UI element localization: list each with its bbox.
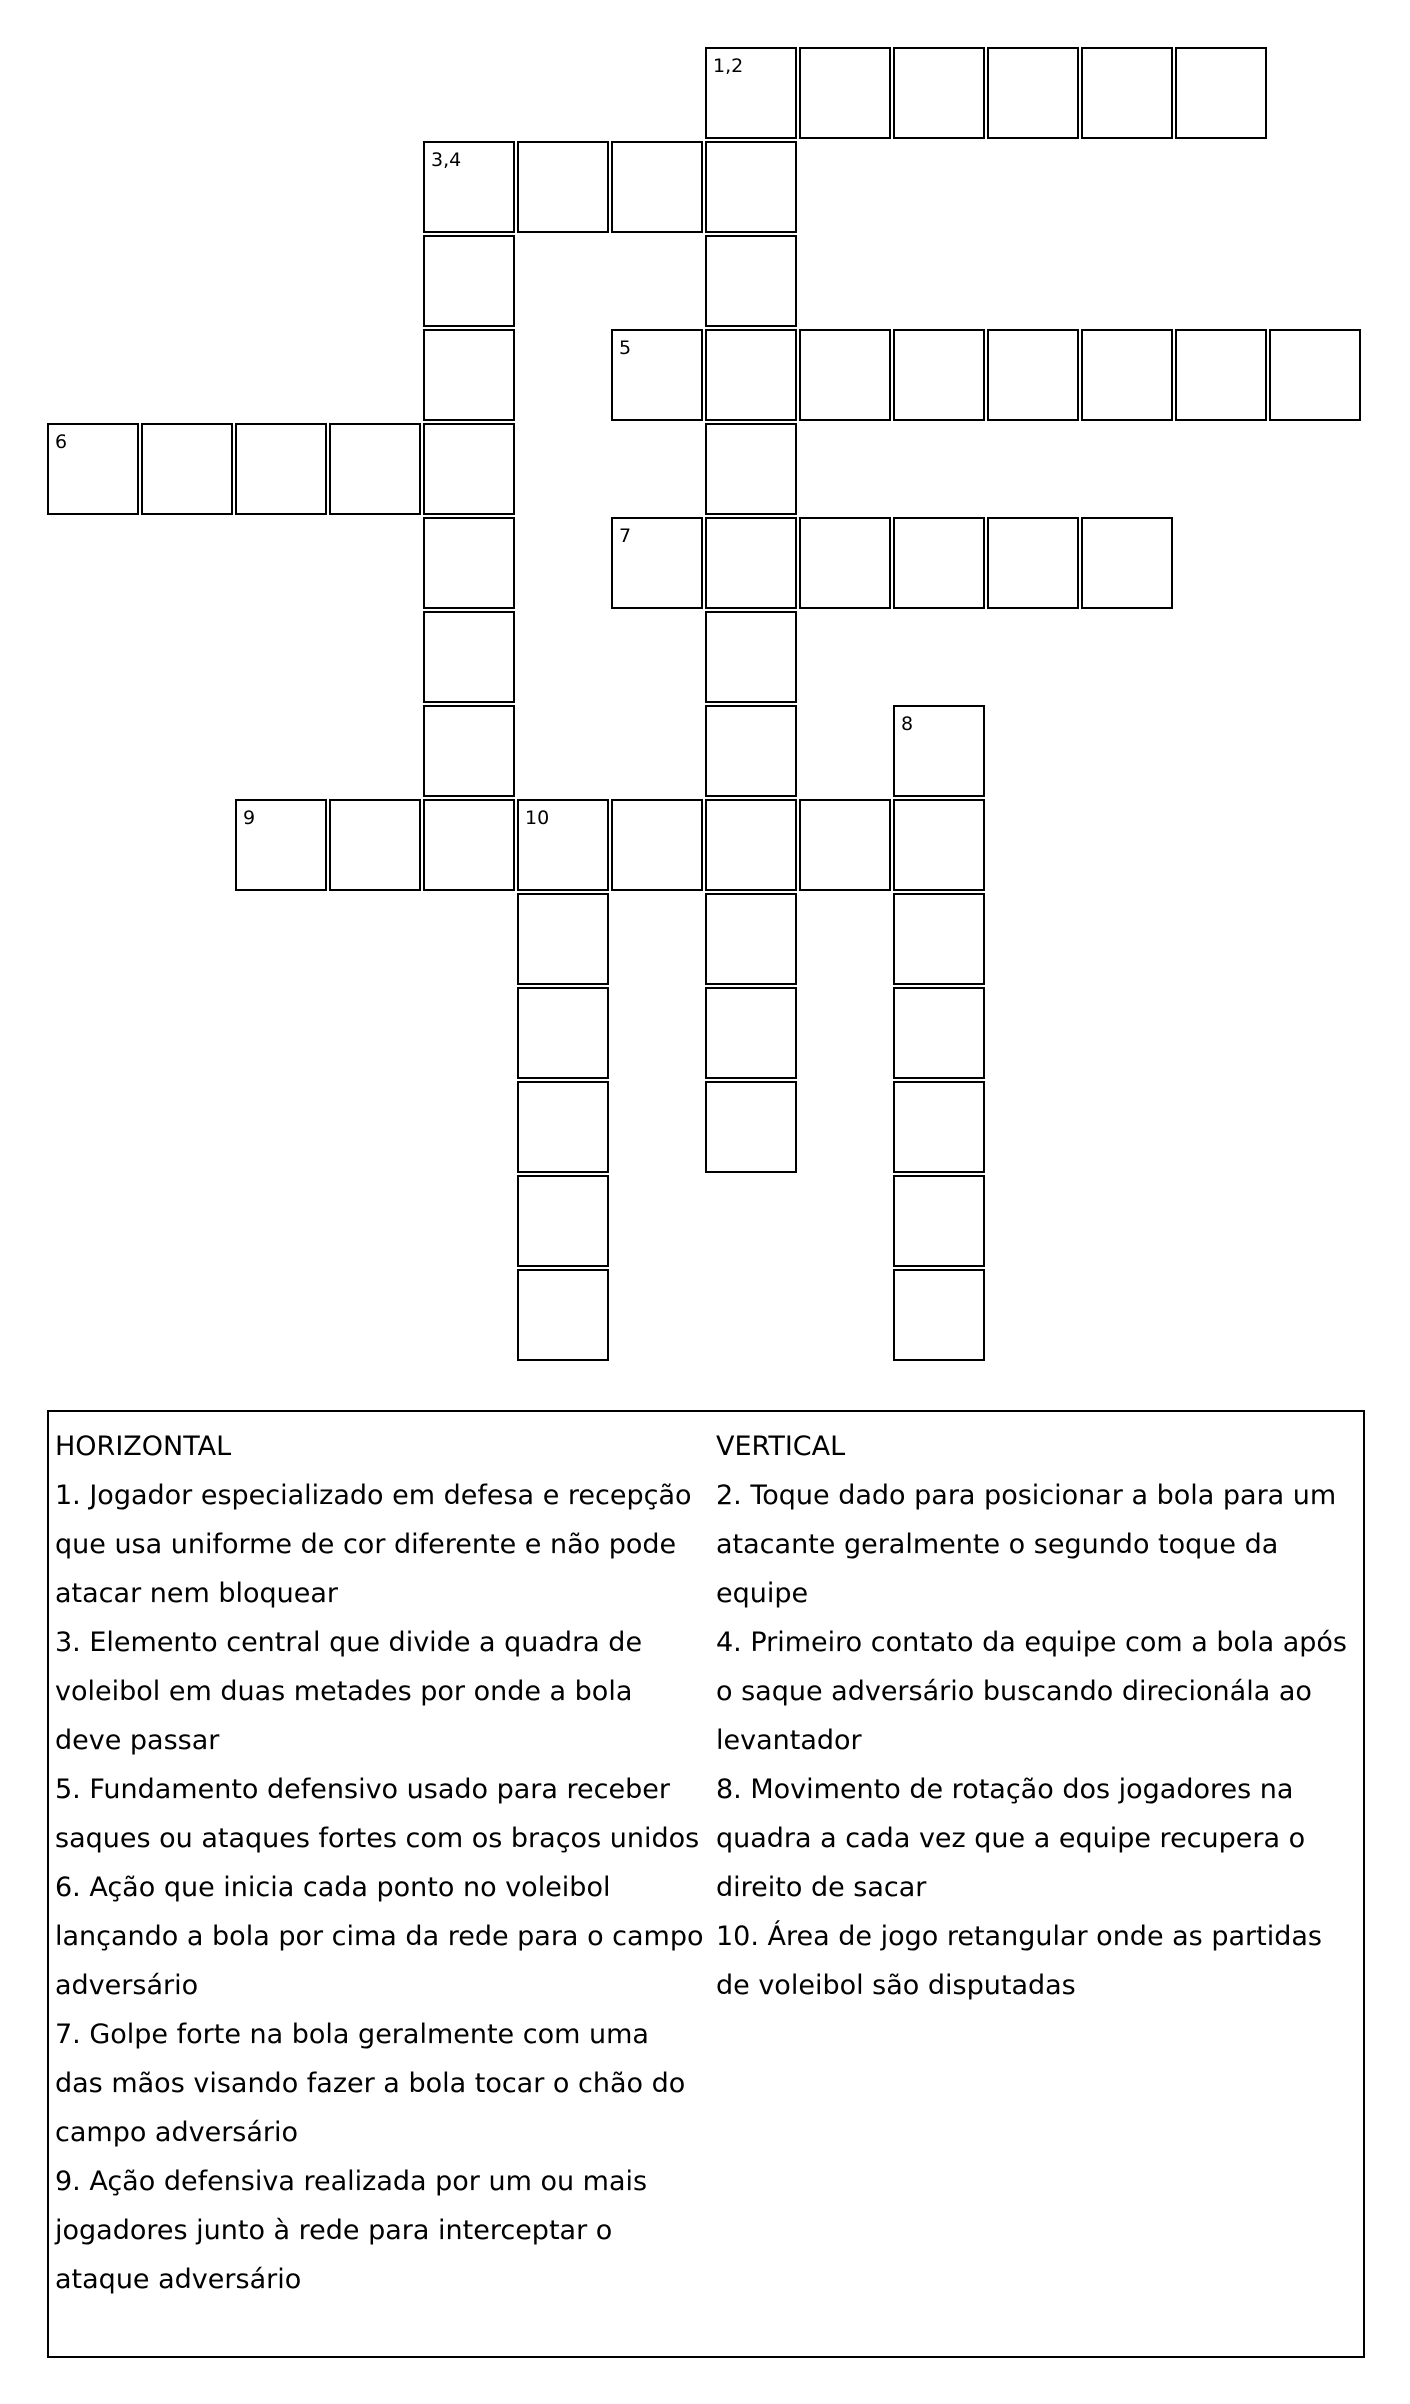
grid-cell[interactable] (1081, 329, 1173, 421)
clue-number: 6 (55, 431, 68, 453)
grid-cell[interactable] (47, 423, 139, 515)
clue-horizontal-3: 3. Elemento central que divide a quadra de voleibol em duas metades por onde a bola deve passar (55, 1627, 643, 1756)
grid-cell[interactable] (329, 799, 421, 891)
grid-cell[interactable] (705, 423, 797, 515)
grid-cell[interactable] (705, 141, 797, 233)
grid-cell[interactable] (423, 611, 515, 703)
horizontal-clues (55, 1422, 705, 2304)
grid-cell[interactable] (1081, 517, 1173, 609)
grid-cell[interactable] (893, 329, 985, 421)
grid-cell[interactable] (705, 893, 797, 985)
grid-cell[interactable] (517, 799, 609, 891)
clue-number: 7 (619, 525, 632, 547)
clue-vertical-10: 10. Área de jogo retangular onde as partidas de voleibol são disputadas (716, 1921, 1322, 2001)
clue-vertical-8: 8. Movimento de rotação dos jogadores na quadra a cada vez que a equipe recupera o direito de sacar (716, 1774, 1306, 1903)
grid-cell[interactable] (799, 329, 891, 421)
grid-cell[interactable] (705, 47, 797, 139)
grid-cell[interactable] (893, 799, 985, 891)
grid-cell[interactable] (987, 47, 1079, 139)
clue-number: 9 (243, 807, 256, 829)
clue-horizontal-1: 1. Jogador especializado em defesa e recepção que usa uniforme de cor diferente e não pode atacar nem bloquear (55, 1480, 692, 1609)
grid-cell[interactable] (893, 987, 985, 1079)
grid-cell[interactable] (517, 1269, 609, 1361)
grid-cell[interactable] (423, 423, 515, 515)
clue-number: 8 (901, 713, 914, 735)
grid-cell[interactable] (705, 517, 797, 609)
grid-cell[interactable] (611, 799, 703, 891)
grid-cell[interactable] (705, 329, 797, 421)
clue-horizontal-6: 6. Ação que inicia cada ponto no voleibol lançando a bola por cima da rede para o campo adversário (55, 1872, 704, 2001)
vertical-clues (716, 1422, 1356, 2010)
grid-cell[interactable] (611, 329, 703, 421)
grid-cell[interactable] (799, 799, 891, 891)
grid-cell[interactable] (705, 987, 797, 1079)
grid-cell[interactable] (611, 141, 703, 233)
grid-cell[interactable] (423, 705, 515, 797)
grid-cell[interactable] (705, 705, 797, 797)
clue-number: 1,2 (713, 55, 744, 77)
grid-cell[interactable] (705, 611, 797, 703)
grid-cell[interactable] (893, 517, 985, 609)
grid-cell[interactable] (611, 517, 703, 609)
grid-cell[interactable] (423, 517, 515, 609)
clue-vertical-2: 2. Toque dado para posicionar a bola para um atacante geralmente o segundo toque da equipe (716, 1480, 1337, 1609)
grid-cell[interactable] (141, 423, 233, 515)
grid-cell[interactable] (893, 1269, 985, 1361)
grid-cell[interactable] (799, 47, 891, 139)
clue-vertical-4: 4. Primeiro contato da equipe com a bola após o saque adversário buscando direcionála ao levantador (716, 1627, 1347, 1756)
grid-cell[interactable] (987, 329, 1079, 421)
clues-box (47, 1410, 1365, 2358)
horizontal-heading: HORIZONTAL (55, 1431, 232, 1462)
grid-cell[interactable] (423, 235, 515, 327)
grid-cell[interactable] (329, 423, 421, 515)
grid-cell[interactable] (517, 893, 609, 985)
grid-cell[interactable] (893, 47, 985, 139)
grid-cell[interactable] (705, 799, 797, 891)
grid-cell[interactable] (517, 1175, 609, 1267)
clue-horizontal-9: 9. Ação defensiva realizada por um ou mais jogadores junto à rede para interceptar o ataque adversário (55, 2166, 648, 2295)
grid-cell[interactable] (423, 799, 515, 891)
grid-cell[interactable] (893, 1081, 985, 1173)
clue-number: 10 (525, 807, 550, 829)
grid-cell[interactable] (705, 235, 797, 327)
clue-number: 5 (619, 337, 632, 359)
grid-cell[interactable] (1269, 329, 1361, 421)
grid-cell[interactable] (235, 423, 327, 515)
grid-cell[interactable] (705, 1081, 797, 1173)
vertical-heading: VERTICAL (716, 1431, 846, 1462)
grid-cell[interactable] (1175, 329, 1267, 421)
grid-cell[interactable] (423, 141, 515, 233)
grid-cell[interactable] (987, 517, 1079, 609)
clue-horizontal-7: 7. Golpe forte na bola geralmente com uma das mãos visando fazer a bola tocar o chão do campo adversário (55, 2019, 686, 2148)
grid-cell[interactable] (893, 705, 985, 797)
grid-cell[interactable] (893, 893, 985, 985)
grid-cell[interactable] (1175, 47, 1267, 139)
clue-number: 3,4 (431, 149, 462, 171)
grid-cell[interactable] (517, 141, 609, 233)
grid-cell[interactable] (893, 1175, 985, 1267)
grid-cell[interactable] (799, 517, 891, 609)
grid-cell[interactable] (423, 329, 515, 421)
clue-horizontal-5: 5. Fundamento defensivo usado para receber saques ou ataques fortes com os braços unidos (55, 1774, 700, 1854)
grid-cell[interactable] (517, 1081, 609, 1173)
grid-cell[interactable] (1081, 47, 1173, 139)
grid-cell[interactable] (517, 987, 609, 1079)
grid-cell[interactable] (235, 799, 327, 891)
